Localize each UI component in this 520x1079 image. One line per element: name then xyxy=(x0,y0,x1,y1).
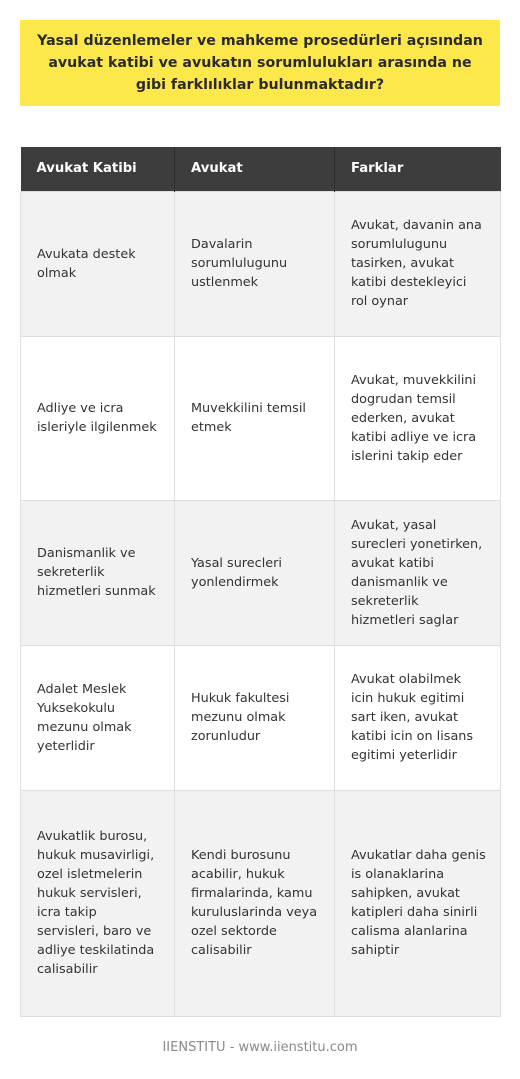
cell-avukat-katibi: Adliye ve icra isleriyle ilgilenmek xyxy=(21,336,175,500)
table-row xyxy=(21,336,501,500)
cell-farklar: Avukatlar daha genis is olanaklarina sahipken, avukat katipleri daha sinirli calisma alanlarina sahiptir xyxy=(335,790,501,1016)
cell-avukat: Davalarin sorumlulugunu ustlenmek xyxy=(175,191,335,336)
header-avukat-katibi: Avukat Katibi xyxy=(21,147,175,191)
cell-avukat: Yasal surecleri yonlendirmek xyxy=(175,500,335,645)
cell-avukat-katibi: Danismanlik ve sekreterlik hizmetleri sunmak xyxy=(21,500,175,645)
page-title: Yasal düzenlemeler ve mahkeme prosedürleri açısından avukat katibi ve avukatın sorumlulukları arasında ne gibi farklılıklar bulunmaktadır? xyxy=(37,33,483,93)
table-header-row xyxy=(21,147,501,191)
header-avukat: Avukat xyxy=(175,147,335,191)
table-row xyxy=(21,645,501,790)
cell-farklar: Avukat, yasal surecleri yonetirken, avukat katibi danismanlik ve sekreterlik hizmetleri saglar xyxy=(335,500,501,645)
cell-farklar: Avukat olabilmek icin hukuk egitimi sart iken, avukat katibi icin on lisans egitimi yeterlidir xyxy=(335,645,501,790)
cell-avukat-katibi: Avukatlik burosu, hukuk musavirligi, ozel isletmelerin hukuk servisleri, icra takip servisleri, baro ve adliye teskilatinda calisabilir xyxy=(21,790,175,1016)
table-row xyxy=(21,500,501,645)
comparison-table xyxy=(20,147,501,1017)
footer-credit: IIENSTITU - www.iienstitu.com xyxy=(162,1040,358,1055)
cell-avukat-katibi: Avukata destek olmak xyxy=(21,191,175,336)
table-row xyxy=(21,191,501,336)
cell-farklar: Avukat, davanin ana sorumlulugunu tasirken, avukat katibi destekleyici rol oynar xyxy=(335,191,501,336)
title-banner xyxy=(20,20,500,106)
header-farklar: Farklar xyxy=(335,147,501,191)
cell-avukat: Muvekkilini temsil etmek xyxy=(175,336,335,500)
table-row xyxy=(21,790,501,1016)
cell-farklar: Avukat, muvekkilini dogrudan temsil ederken, avukat katibi adliye ve icra islerini takip eder xyxy=(335,336,501,500)
cell-avukat: Hukuk fakultesi mezunu olmak zorunludur xyxy=(175,645,335,790)
cell-avukat-katibi: Adalet Meslek Yuksekokulu mezunu olmak yeterlidir xyxy=(21,645,175,790)
cell-avukat: Kendi burosunu acabilir, hukuk firmalarinda, kamu kuruluslarinda veya ozel sektorde calisabilir xyxy=(175,790,335,1016)
